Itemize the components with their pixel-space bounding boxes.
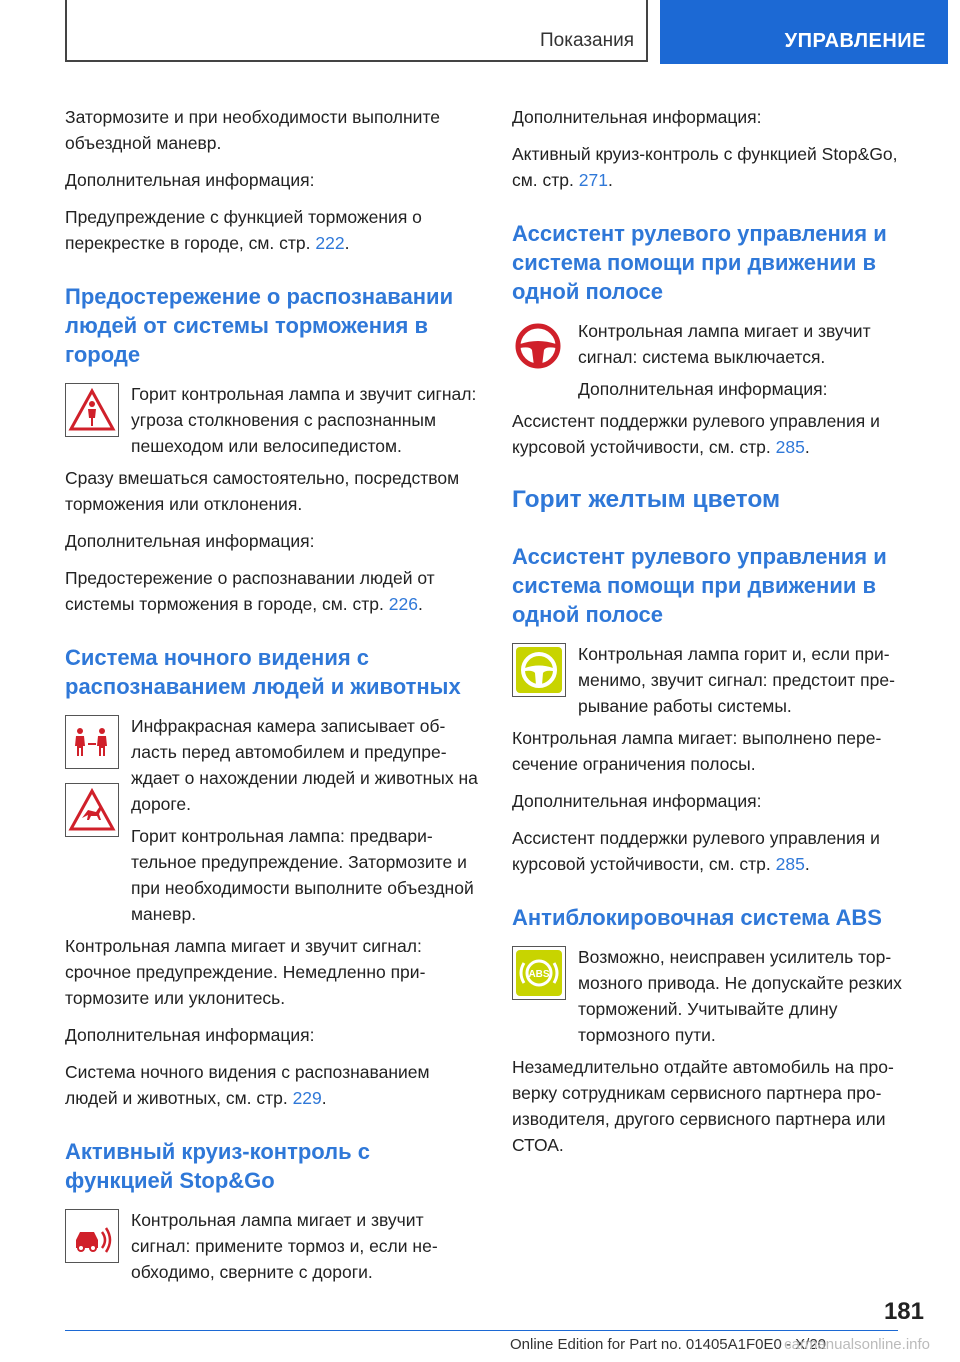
header-section-box	[65, 0, 648, 62]
section-heading: Система ночного видения с распознаванием людей и животных	[65, 645, 461, 699]
header-section-label: Показания	[540, 30, 634, 51]
indicator-block	[65, 713, 480, 927]
paragraph: Сразу вмешаться самостоятельно, посредством торможения или отклонения.	[65, 468, 460, 514]
indicator-description: Горит контрольная лампа и звучит сигнал: угроза столкновения с распознанным пешеходом или велосипедистом.	[131, 384, 477, 456]
acc-collision-icon	[65, 1209, 119, 1263]
indicator-description: Горит контрольная лампа: предварительное предупреждение. Затормозите и при необходимости выполните объездной маневр.	[131, 826, 474, 924]
steering-wheel-yellow-icon	[512, 643, 566, 697]
header-chapter-tab[interactable]	[660, 0, 948, 64]
page-number: 181	[883, 1298, 924, 1325]
indicator-description: Дополнительная информация:	[578, 379, 828, 399]
pedestrian-warning-icon	[65, 383, 119, 437]
paragraph: Предупреждение с функцией торможения о перекрестке в городе, см. стр. 222.	[65, 207, 422, 253]
paragraph: Контрольная лампа мигает: выполнено пересечение ограничения полосы.	[512, 728, 882, 774]
paragraph: Система ночного видения с распознаванием людей и животных, см. стр. 229.	[65, 1062, 430, 1108]
section-heading: Ассистент рулевого управления и система помощи при движении в одной полосе	[512, 221, 887, 304]
indicator-description: Контрольная лампа мигает и звучит сигнал: примените тормоз и, если необходимо, сверните с дороги.	[131, 1210, 438, 1282]
abs-icon	[512, 946, 566, 1000]
page-link[interactable]: 222	[315, 233, 345, 253]
indicator-block	[512, 944, 927, 1048]
paragraph: Дополнительная информация:	[65, 1025, 315, 1045]
indicator-block	[512, 318, 927, 402]
indicator-description: Контрольная лампа горит и, если применимо, звучит сигнал: предстоит прерывание работы системы.	[578, 644, 895, 716]
paragraph: Незамедлительно отдайте автомобиль на проверку сотрудникам сервисного партнера производителя, другого сервисного партнера или СТОА.	[512, 1057, 894, 1155]
header-chapter-label: УПРАВЛЕНИЕ	[784, 30, 926, 52]
page-link[interactable]: 285	[775, 854, 805, 874]
paragraph: Дополнительная информация:	[65, 531, 315, 551]
paragraph: Ассистент поддержки рулевого управления и курсовой устойчивости, см. стр. 285.	[512, 411, 880, 457]
paragraph: Контрольная лампа мигает и звучит сигнал: срочное предупреждение. Немедленно притормозите или уклонитесь.	[65, 936, 426, 1008]
indicator-description: Возможно, неисправен усилитель тормозного привода. Не допускайте резких торможений. Учитывайте длину тормозного пути.	[578, 947, 902, 1045]
steering-wheel-red-icon	[512, 320, 566, 374]
paragraph: Дополнительная информация:	[512, 791, 762, 811]
paragraph: Ассистент поддержки рулевого управления и курсовой устойчивости, см. стр. 285.	[512, 828, 880, 874]
indicator-description: Контрольная лампа мигает и звучит сигнал: система выключается.	[578, 321, 871, 367]
section-heading: Активный круиз-контроль с функцией Stop&Go	[65, 1139, 371, 1193]
indicator-block	[65, 381, 480, 459]
left-column	[65, 104, 480, 1291]
chapter-heading: Горит желтым цветом	[512, 486, 781, 513]
footer-edition: Online Edition for Part no. 01405A1F0E0 - X/20	[510, 1336, 827, 1353]
paragraph: Дополнительная информация:	[512, 107, 762, 127]
night-vision-people-icon	[65, 715, 119, 769]
indicator-block	[65, 1207, 480, 1285]
page-link[interactable]: 229	[292, 1088, 322, 1108]
section-heading: Ассистент рулевого управления и система помощи при движении в одной полосе	[512, 544, 887, 627]
paragraph: Активный круиз-контроль с функцией Stop&Go, см. стр. 271.	[512, 144, 898, 190]
svg-text:ABS: ABS	[528, 969, 550, 980]
section-heading: Антиблокировочная система ABS	[512, 905, 882, 930]
page-link[interactable]: 271	[578, 170, 608, 190]
night-vision-animal-icon	[65, 783, 119, 837]
paragraph: Предостережение о распознавании людей от системы торможения в городе, см. стр. 226.	[65, 568, 435, 614]
right-column	[512, 104, 927, 1169]
footer-divider	[65, 1330, 898, 1331]
indicator-description: Инфракрасная камера записывает область перед автомобилем и предупреждает о нахождении людей и животных на дороге.	[131, 716, 478, 814]
indicator-block	[512, 641, 927, 719]
paragraph: Затормозите и при необходимости выполните объездной маневр.	[65, 107, 440, 153]
page-link[interactable]: 285	[775, 437, 805, 457]
paragraph: Дополнительная информация:	[65, 170, 315, 190]
page-link[interactable]: 226	[388, 594, 418, 614]
footer-watermark: carmanualsonline.info	[784, 1336, 930, 1353]
section-heading: Предостережение о распознавании людей от системы торможения в городе	[65, 284, 454, 367]
